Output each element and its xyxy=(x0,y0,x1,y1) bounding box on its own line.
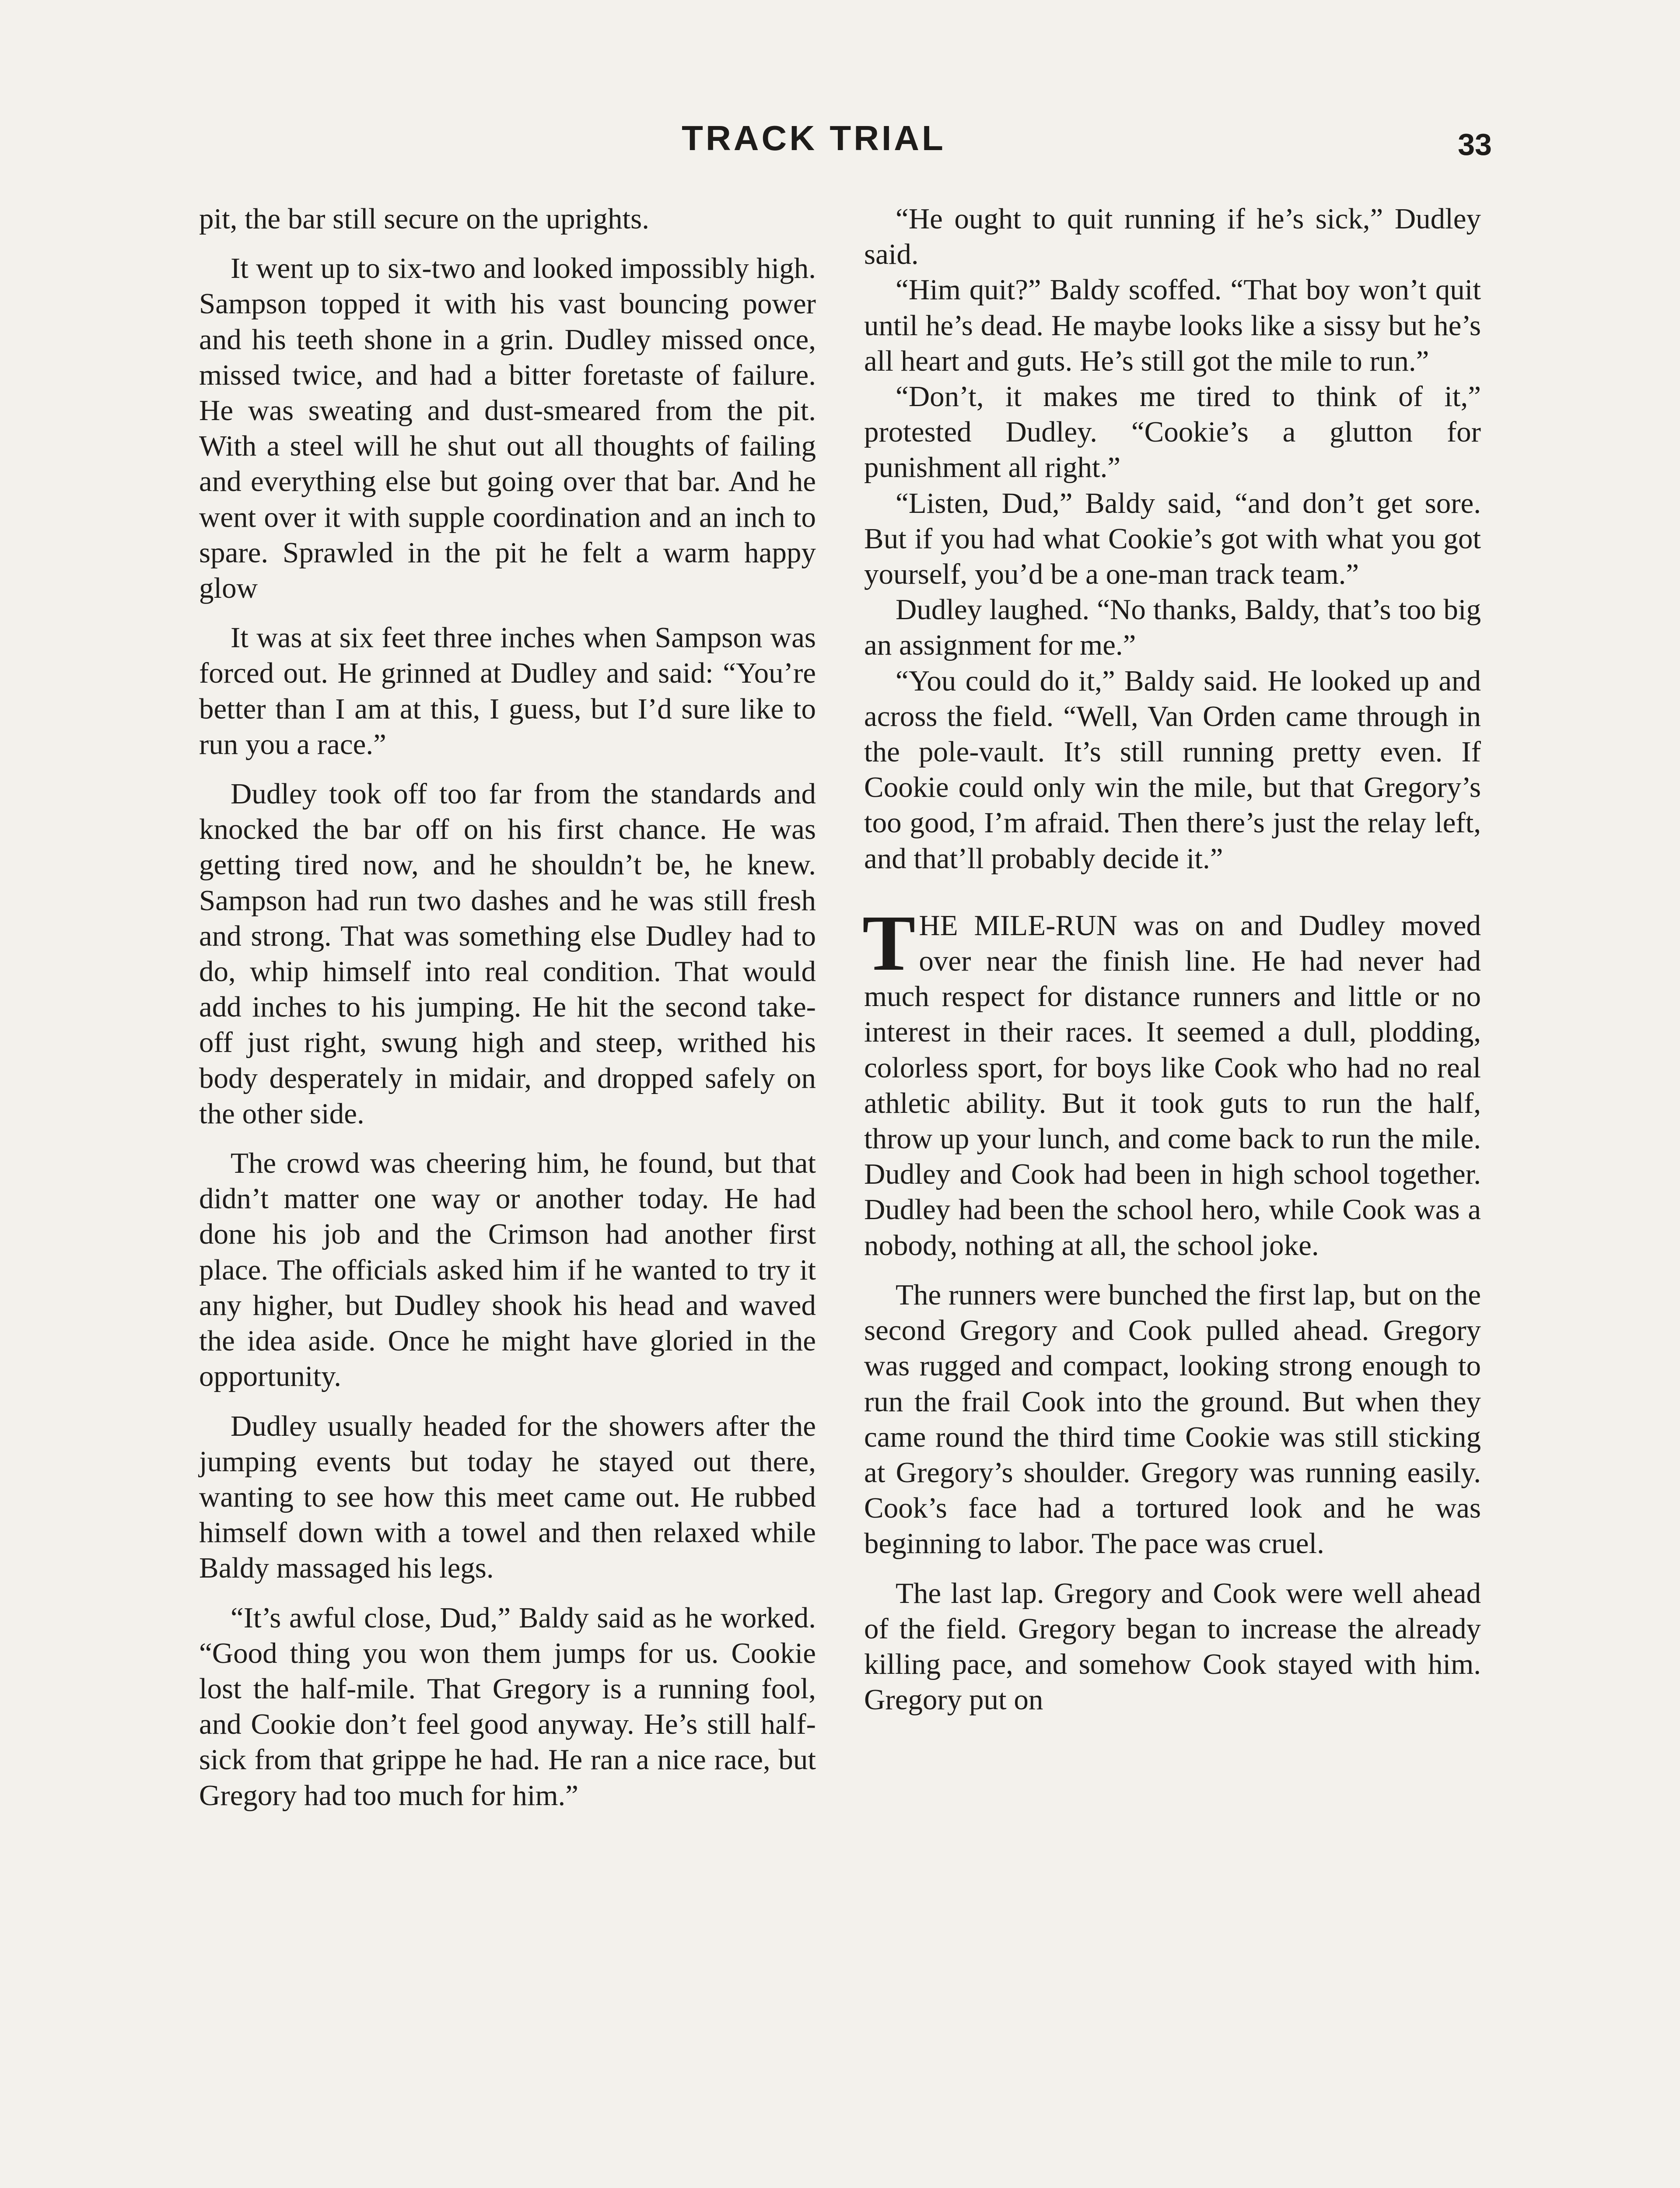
paragraph: It was at six feet three inches when Sampson was forced out. He grinned at Dudley and said: “You’re better than I am at this, I guess, but I’d sure like to run you a race.” xyxy=(199,621,816,761)
right-column xyxy=(864,201,1481,1718)
page-number: 33 xyxy=(1458,127,1492,161)
paragraph: The last lap. Gregory and Cook were well ahead of the field. Gregory began to increase the already killing pace, and somehow Cook stayed with him. Gregory put on xyxy=(864,1577,1481,1716)
left-column xyxy=(199,201,816,1813)
paragraph: It went up to six-two and looked impossibly high. Sampson topped it with his vast bouncing power and his teeth shone in a grin. Dudley missed once, missed twice, and had a bitter foretaste of failure. He was sweating and dust-smeared from the pit. With a steel will he shut out all thoughts of failing and everything else but going over that bar. And he went over it with supple coordination and an inch to spare. Sprawled in the pit he felt a warm happy glow xyxy=(199,252,816,605)
paragraph: “It’s awful close, Dud,” Baldy said as he worked. “Good thing you won them jumps for us. Cookie lost the half-mile. That Gregory is a running fool, and Cookie don’t feel good anyway. He’s still half-sick from that grippe he had. He ran a nice race, but Gregory had too much for him.” xyxy=(199,1601,816,1812)
running-head-title: TRACK TRIAL xyxy=(682,119,946,158)
paragraph: pit, the bar still secure on the uprights. xyxy=(199,203,649,235)
paragraph: Dudley usually headed for the showers after the jumping events but today he stayed out there, wanting to see how this meet came out. He rubbed himself down with a towel and then relaxed while Baldy massaged his legs. xyxy=(199,1410,816,1585)
paragraph: The runners were bunched the first lap, but on the second Gregory and Cook pulled ahead. Gregory was rugged and compact, looking strong enough to run the frail Cook into the ground. But when they came round the third time Cookie was still sticking at Gregory’s shoulder. Gregory was running easily. Cook’s face had a tortured look and he was beginning to labor. The pace was cruel. xyxy=(864,1278,1481,1560)
paragraph: “Him quit?” Baldy scoffed. “That boy won’t quit until he’s dead. He maybe looks like a sissy but he’s all heart and guts. He’s still got the mile to run.” xyxy=(864,274,1481,377)
paragraph: “Don’t, it makes me tired to think of it,” protested Dudley. “Cookie’s a glutton for punishment all right.” xyxy=(864,380,1481,484)
paragraph: “He ought to quit running if he’s sick,” Dudley said. xyxy=(864,203,1481,271)
paragraph: Dudley took off too far from the standards and knocked the bar off on his first chance. He was getting tired now, and he shouldn’t be, he knew. Sampson had run two dashes and he was still fresh and strong. That was something else Dudley had to do, whip himself into real condition. That would add inches to his jumping. He hit the second take-off just right, swung high and steep, writhed his body desperately in midair, and dropped safely on the other side. xyxy=(199,778,816,1130)
paragraph: The crowd was cheering him, he found, but that didn’t matter one way or another today. He had done his job and the Crimson had another first place. The officials asked him if he wanted to try it any higher, but Dudley shook his head and waved the idea aside. Once he might have gloried in the opportunity. xyxy=(199,1147,816,1393)
drop-cap-letter: T xyxy=(862,899,916,987)
paragraph: “You could do it,” Baldy said. He looked up and across the field. “Well, Van Orden came through in the pole-vault. It’s still running pretty even. If Cookie could only win the mile, but that Gregory’s too good, I’m afraid. Then there’s just the relay left, and that’ll probably decide it.” xyxy=(864,664,1481,875)
section-opening-paragraph: THE MILE-RUN was on and Dudley moved over near the finish line. He had never had much respect for distance runners and little or no interest in their races. It seemed a dull, plodding, colorless sport, for boys like Cook who had no real athletic ability. But it took guts to run the half, throw up your lunch, and come back to run the mile. Dudley and Cook had been in high school together. Dudley had been the school hero, while Cook was a nobody, nothing at all, the school joke. xyxy=(862,899,1481,1262)
paragraph: Dudley laughed. “No thanks, Baldy, that’s too big an assignment for me.” xyxy=(864,593,1481,662)
paragraph: “Listen, Dud,” Baldy said, “and don’t get sore. But if you had what Cookie’s got with what you got yourself, you’d be a one-man track team.” xyxy=(864,487,1481,591)
